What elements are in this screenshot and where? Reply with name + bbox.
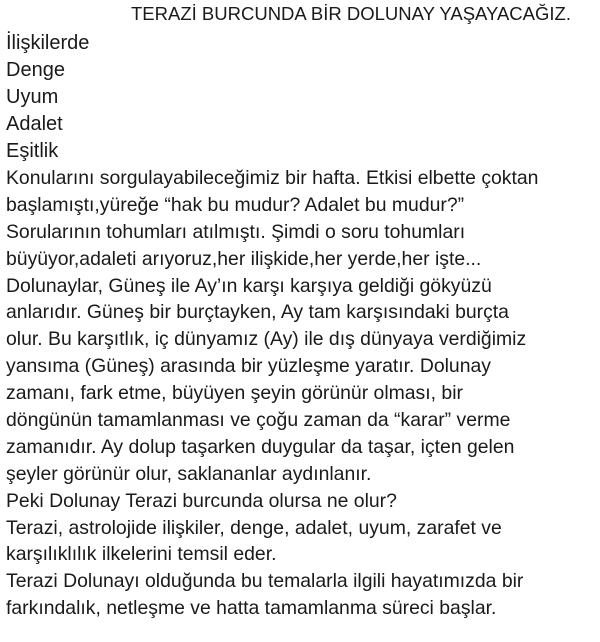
topic-item: Denge: [6, 59, 65, 81]
body-line: döngünün tamamlanması ve çoğu zaman da “karar” verme: [6, 409, 511, 432]
topic-item: Uyum: [6, 86, 59, 108]
body-line: büyüyor,adaleti arıyoruz,her ilişkide,her yerde,her işte...: [6, 247, 482, 270]
topic-item: Adalet: [6, 113, 63, 135]
body-line: Konularını sorgulayabileceğimiz bir hafta. Etkisi elbette çoktan: [6, 167, 539, 189]
body-line: şeyler görünür olur, saklananlar aydınlanır.: [6, 462, 372, 485]
body-line: farkındalık, netleşme ve hatta tamamlanma süreci başlar.: [6, 597, 497, 620]
topic-item: İlişkilerde: [6, 32, 90, 54]
body-line: Terazi, astrolojide ilişkiler, denge, adalet, uyum, zarafet ve: [6, 516, 502, 539]
body-line: zamanıdır. Ay dolup taşarken duygular da taşar, içten gelen: [6, 435, 515, 458]
body-line: Peki Dolunay Terazi burcunda olursa ne olur?: [6, 489, 397, 512]
body-line: başlamıştı,yüreğe “hak bu mudur? Adalet bu mudur?”: [6, 193, 465, 216]
document-title: TERAZİ BURCUNDA BİR DOLUNAY YAŞAYACAĞIZ.: [131, 3, 571, 24]
body-line: Dolunaylar, Güneş ile Ay’ın karşı karşıya geldiği gökyüzü: [6, 274, 492, 297]
body-text: [6, 165, 600, 622]
body-line: Sorularının tohumları atılmıştı. Şimdi o soru tohumları: [6, 220, 466, 243]
topic-list: [6, 30, 89, 165]
body-line: karşılıklılık ilkelerini temsil eder.: [6, 543, 277, 566]
topic-item: Eşitlik: [6, 140, 59, 162]
body-line: Terazi Dolunayı olduğunda bu temalarla ilgili hayatımızda bir: [6, 570, 524, 593]
body-line: zamanı, fark etme, büyüyen şeyin görünür olması, bir: [6, 382, 463, 405]
body-line: olur. Bu karşıtlık, iç dünyamız (Ay) ile dış dünyaya verdiğimiz: [6, 328, 527, 351]
body-line: anlarıdır. Güneş bir burçtayken, Ay tam karşısındaki burçta: [6, 301, 509, 324]
body-line: yansıma (Güneş) arasında bir yüzleşme yaratır. Dolunay: [6, 355, 491, 378]
